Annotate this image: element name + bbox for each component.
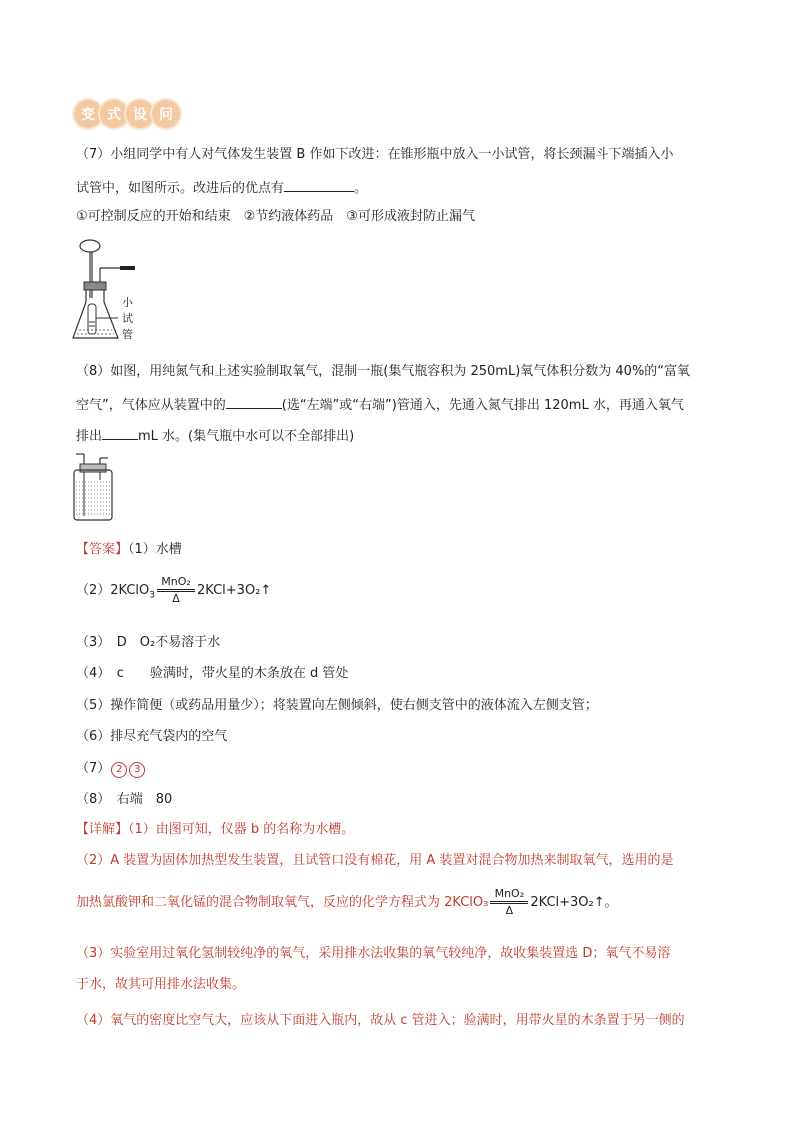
answer-blank[interactable] [226, 394, 282, 409]
a2-prefix: （2）2KClO [76, 583, 150, 598]
q8-line3-suffix: mL 水。(集气瓶中水可以不全部排出) [138, 429, 355, 444]
banner-char: 变 [74, 100, 102, 128]
a7-prefix: （7） [76, 761, 111, 776]
answer-blank[interactable] [102, 425, 138, 440]
answer-a8: （8） 右端 80 [76, 792, 173, 807]
answer-a2 [76, 576, 271, 607]
circled-number: 3 [129, 762, 145, 778]
q7-line1: （7）小组同学中有人对气体发生装置 B 作如下改进：在锥形瓶中放入一小试管，将长颈漏斗下端插入小 [76, 147, 674, 162]
reaction-condition [157, 576, 195, 605]
q8-line3 [76, 425, 354, 446]
answer-a1-text: （1）水槽 [128, 542, 182, 557]
a2-suffix: 2KCl+3O₂↑ [197, 583, 272, 598]
q7-line2 [76, 177, 367, 198]
q7-line2-suffix: 。 [354, 181, 368, 196]
condition-bottom: Δ [505, 904, 514, 917]
flask-apparatus-figure [70, 238, 150, 348]
q8-line3-prefix: 排出 [76, 429, 103, 444]
reaction-condition [490, 888, 528, 917]
detail-d3-line1: （3）实验室用过氧化氢制较纯净的氧气，采用排水法收集的氧气较纯净，故收集装置选 D；氧气不易溶 [76, 946, 671, 961]
answer-a5: （5）操作简便（或药品用量少）；将装置向左侧倾斜，使右侧支管中的液体流入左侧支管； [76, 698, 598, 713]
detail-d1 [76, 821, 354, 839]
q7-options: ①可控制反应的开始和结束 ②节约液体药品 ③可形成液封防止漏气 [76, 209, 475, 224]
svg-text:小: 小 [122, 296, 133, 309]
answer-a3: （3） D O₂不易溶于水 [76, 635, 221, 650]
answer-a1 [76, 541, 182, 559]
q7-line2-prefix: 试管中，如图所示。改进后的优点有 [76, 181, 285, 196]
d2-suffix: 2KCl+3O₂↑。 [530, 895, 618, 910]
detail-d1-text: （1）由图可知，仪器 b 的名称为水槽。 [128, 822, 355, 837]
q8-line2-suffix: (选“左端”或“右端”)管通入，先通入氮气排出 120mL 水，再通入氧气 [281, 398, 684, 413]
detail-label: 【详解】 [76, 822, 129, 837]
banner-char: 式 [100, 100, 128, 128]
condition-top: MnO₂ [161, 575, 191, 588]
banner-char: 设 [126, 100, 154, 128]
circled-number: 2 [111, 762, 127, 778]
section-banner [74, 100, 178, 132]
svg-text:试: 试 [122, 312, 133, 325]
svg-text:管: 管 [122, 328, 133, 341]
answer-blank[interactable] [284, 177, 354, 192]
detail-d3-line2: 于水，故其可用排水法收集。 [76, 977, 246, 992]
condition-top: MnO₂ [494, 887, 525, 900]
banner-char: 问 [152, 100, 180, 128]
detail-d4-line1: （4）氧气的密度比空气大，应该从下面进入瓶内，故从 c 管进入；验满时，用带火星的木条置于另一侧的 [76, 1013, 685, 1028]
condition-bottom: Δ [172, 592, 180, 605]
a2-sub: 3 [149, 590, 156, 601]
q8-line1: （8）如图，用纯氮气和上述实验制取氧气，混制一瓶(集气瓶容积为 250mL)氧气体积分数为 40%的“富氧 [76, 364, 691, 379]
answer-a4: （4） c 验满时，带火星的木条放在 d 管处 [76, 666, 349, 681]
d2-prefix: 加热氯酸钾和二氧化锰的混合物制取氧气，反应的化学方程式为 2KClO₃ [76, 895, 489, 910]
answer-label: 【答案】 [76, 542, 129, 557]
answer-a6: （6）排尽充气袋内的空气 [76, 729, 228, 744]
q8-line2-prefix: 空气”，气体应从装置中的 [76, 398, 226, 413]
gas-bottle-figure [70, 452, 130, 524]
q8-line2 [76, 394, 684, 415]
answer-a7 [76, 760, 146, 778]
detail-d2-line1: （2）A 装置为固体加热型发生装置，且试管口没有棉花，用 A 装置对混合物加热来制取氧气，选用的是 [76, 853, 674, 868]
detail-d2-line2 [76, 888, 618, 917]
